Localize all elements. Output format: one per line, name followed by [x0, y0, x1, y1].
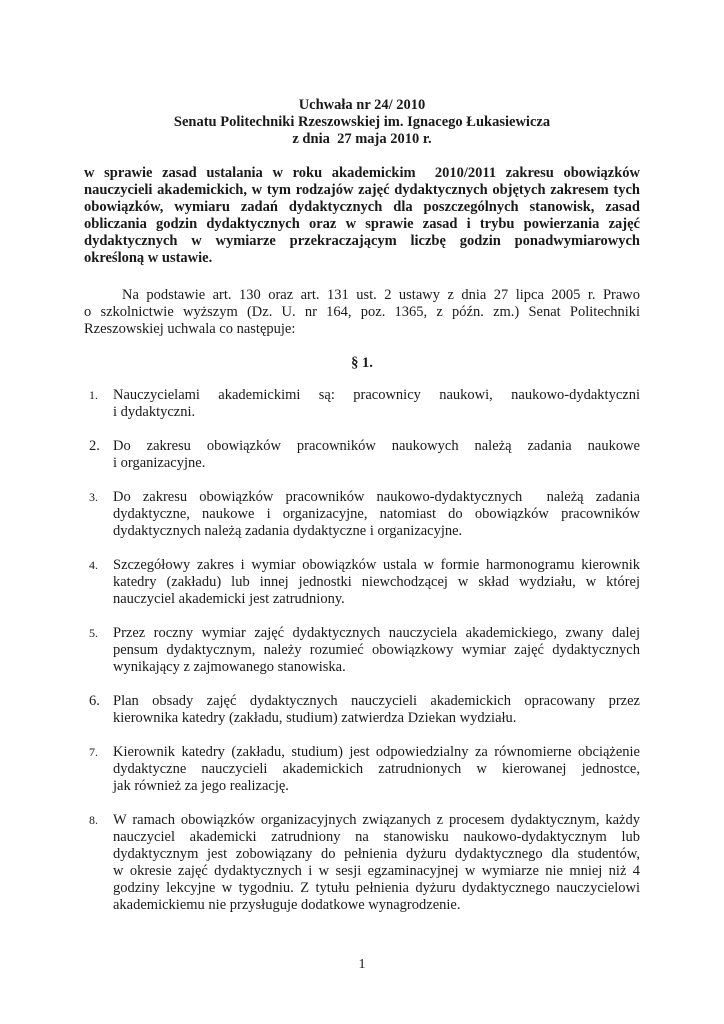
subject-paragraph: w sprawie zasad ustalania w roku akademickim 2010/2011 zakresu obowiązków nauczycieli akademickich, w tym rodzajów zajęć dydaktycznych objętych zakresem tych obowiązków, wymiaru zadań dydaktycznych dla poszczególnych stanowisk, zasad obliczania godzin dydaktycznych oraz w sprawie zasad i trybu powierzania zajęć dydaktycznych w wymiarze przekraczającym liczbę godzin ponadwymiarowych określoną w ustawie. — [84, 165, 640, 266]
list-item-text: Do zakresu obowiązków pracowników naukowych należą zadania naukowe i organizacyjne. — [113, 438, 640, 471]
list-item — [84, 438, 640, 472]
document-title-line-1: Uchwała nr 24/ 2010 — [298, 97, 426, 113]
list-item-text: Przez roczny wymiar zajęć dydaktycznych nauczyciela akademickiego, zwany dalej pensum dydaktycznym, należy rozumieć obowiązkowy wymiar zajęć dydaktycznych wynikający z zajmowanego stanowiska. — [113, 625, 640, 675]
list-item-text: Plan obsady zajęć dydaktycznych nauczycieli akademickich opracowany przez kierownika katedry (zakładu, studium) zatwierdza Dziekan wydziału. — [113, 693, 640, 726]
list-item — [84, 744, 640, 795]
list-item-number: 7. — [89, 745, 98, 759]
page-number: 1 — [358, 957, 366, 972]
document-title — [84, 97, 640, 148]
list-item-number: 5. — [89, 626, 98, 640]
list-item-text: Kierownik katedry (zakładu, studium) jest odpowiedzialny za równomierne obciążenie dydaktyczne nauczycieli akademickich zatrudnionych w kierowanej jednostce, jak również za jego realizację. — [113, 744, 640, 794]
legal-basis-paragraph: Na podstawie art. 130 oraz art. 131 ust. 2 ustawy z dnia 27 lipca 2005 r. Prawo o szkolnictwie wyższym (Dz. U. nr 164, poz. 1365, z późn. zm.) Senat Politechniki Rzeszowskiej uchwala co następuje: — [84, 287, 640, 337]
list-item-number: 3. — [89, 490, 98, 504]
list-item — [84, 693, 640, 727]
numbered-list — [84, 387, 640, 914]
list-item-text: W ramach obowiązków organizacyjnych związanych z procesem dydaktycznym, każdy nauczyciel akademicki zatrudniony na stanowisku naukowo-dydaktycznym lub dydaktycznym jest zobowiązany do pełnienia dyżuru dydaktycznego dla studentów, w okresie zajęć dydaktycznych i w sesji egzaminacyjnej w wymiarze nie mniej niż 4 godziny lekcyjne w tygodniu. Z tytułu pełnienia dyżuru dydaktycznego nauczycielowi akademickiemu nie przysługuje dodatkowe wynagrodzenie. — [113, 812, 640, 913]
list-item-number: 6. — [89, 693, 100, 709]
list-item-text: Do zakresu obowiązków pracowników naukowo-dydaktycznych należą zadania dydaktyczne, naukowe i organizacyjne, natomiast do obowiązków pracowników dydaktycznych należą zadania dydaktyczne i organizacyjne. — [113, 489, 640, 539]
section-heading: § 1. — [351, 355, 373, 371]
list-item — [84, 557, 640, 608]
list-item — [84, 489, 640, 540]
list-item-number: 2. — [89, 438, 100, 454]
list-item-text: Nauczycielami akademickimi są: pracownicy naukowi, naukowo-dydaktyczni i dydaktyczni. — [113, 387, 640, 420]
list-item-text: Szczegółowy zakres i wymiar obowiązków ustala w formie harmonogramu kierownik katedry (zakładu) lub innej jednostki niewchodzącej w skład wydziału, w której nauczyciel akademicki jest zatrudniony. — [113, 557, 640, 607]
list-item — [84, 387, 640, 421]
list-item — [84, 812, 640, 914]
list-item-number: 1. — [89, 388, 98, 402]
list-item — [84, 625, 640, 676]
document-title-line-2: Senatu Politechniki Rzeszowskiej im. Ignacego Łukasiewicza — [173, 114, 551, 130]
list-item-number: 8. — [89, 813, 98, 827]
document-title-line-3: z dnia 27 maja 2010 r. — [292, 131, 432, 147]
list-item-number: 4. — [89, 558, 98, 572]
